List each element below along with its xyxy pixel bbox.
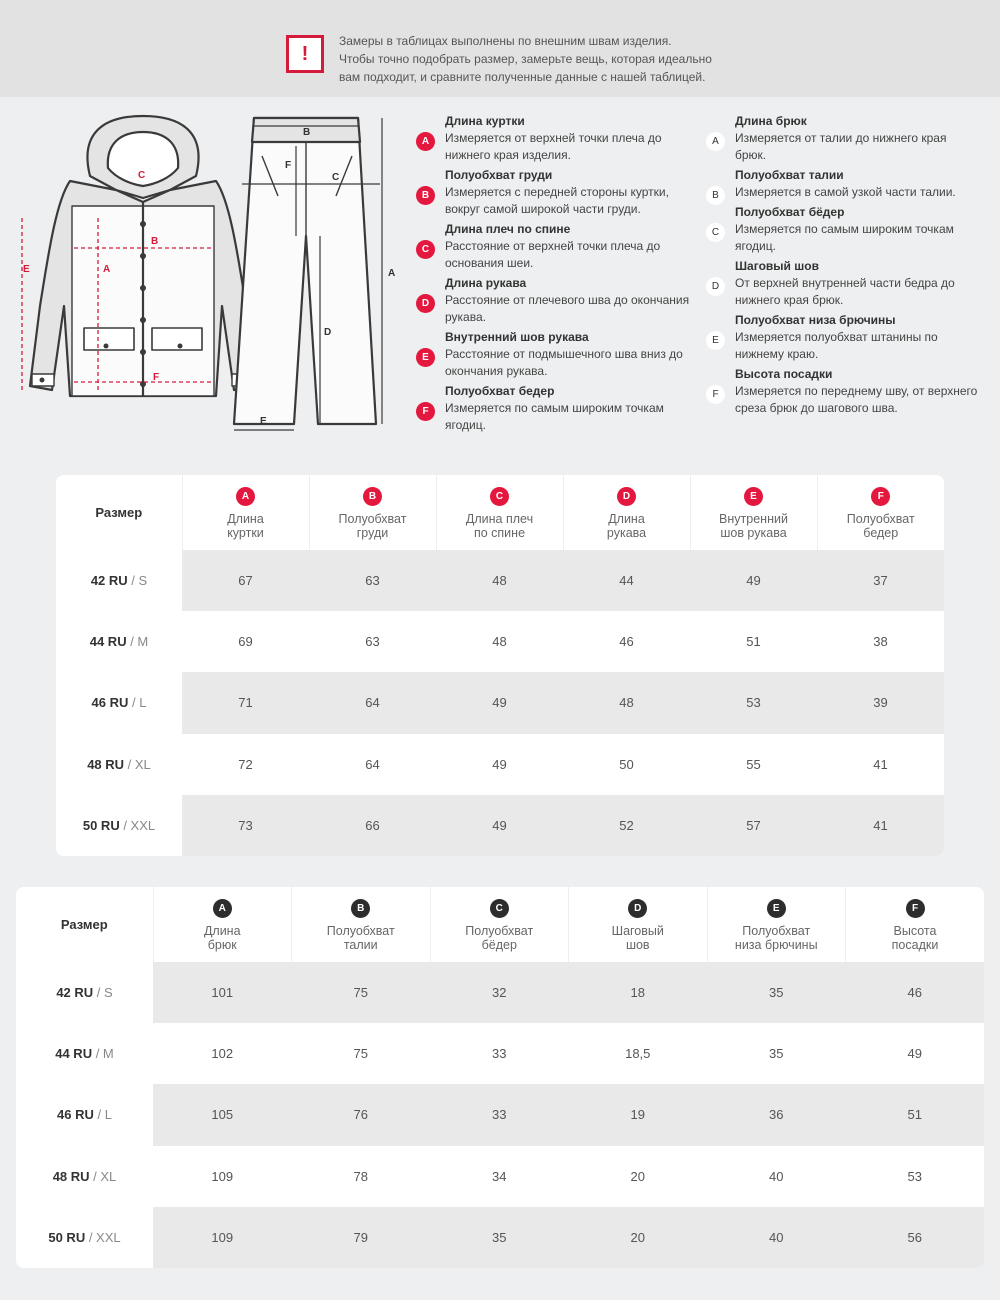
table-cell: 34 — [492, 1168, 507, 1184]
size-ru: 50 RU — [48, 1229, 86, 1245]
size-ru: 42 RU — [56, 985, 94, 1001]
legend-desc: Измеряется полуобхват штанины по — [735, 330, 938, 344]
legend-title: Высота посадки — [735, 367, 833, 381]
column-label: Шаговый — [611, 923, 664, 938]
pants-outline — [234, 118, 376, 424]
table-cell: 63 — [365, 634, 380, 650]
legend-item — [416, 383, 706, 434]
table-cell: 48 — [436, 550, 563, 611]
column-header — [690, 475, 817, 550]
table-cell: 20 — [630, 1168, 645, 1184]
size-cell — [16, 1023, 153, 1084]
legend-badge: B — [416, 186, 435, 205]
table-row — [16, 1207, 984, 1268]
legend-desc: рукава. — [445, 310, 486, 324]
table-cell: 101 — [153, 962, 292, 1023]
legend-badge: D — [416, 294, 435, 313]
table-cell: 48 — [563, 672, 690, 733]
legend-title: Внутренний шов рукава — [445, 330, 589, 344]
column-label: бедер — [863, 525, 899, 540]
column-header — [707, 887, 846, 962]
table-cell: 33 — [430, 1084, 569, 1145]
table-cell: 44 — [563, 550, 690, 611]
column-badge: A — [213, 899, 232, 918]
legend-desc: Расстояние от подмышечного шва вниз до — [445, 347, 683, 361]
legend-desc: окончания рукава. — [445, 364, 548, 378]
legend-badge: D — [706, 277, 725, 296]
legend-pants — [706, 113, 996, 420]
size-intl: / M — [92, 1046, 114, 1062]
column-badge: F — [871, 487, 890, 506]
column-header — [153, 887, 292, 962]
column-header — [563, 475, 690, 550]
jacket-size-table — [56, 475, 944, 856]
table-cell: 79 — [292, 1207, 431, 1268]
column-label: груди — [356, 525, 389, 540]
column-header — [292, 887, 431, 962]
legend-title: Полуобхват груди — [445, 168, 553, 182]
notice-line: Чтобы точно подобрать размер, замерьте вещь, которая идеально — [339, 52, 712, 66]
legend-desc: нижнего края изделия. — [445, 148, 571, 162]
table-cell: 49 — [690, 550, 817, 611]
table-cell: 76 — [292, 1084, 431, 1145]
table-cell: 37 — [817, 550, 944, 611]
pants-size-table — [16, 887, 984, 1268]
legend-badge: B — [706, 186, 725, 205]
column-label: рукава — [606, 525, 647, 540]
legend-title: Длина плеч по спине — [445, 222, 571, 236]
size-header: Размер — [95, 505, 143, 520]
size-ru: 46 RU — [57, 1107, 94, 1123]
table-row — [16, 1023, 984, 1084]
svg-text:C: C — [332, 172, 340, 183]
legend-desc: Измеряется от талии до нижнего края — [735, 131, 947, 145]
table-cell: 18 — [569, 962, 708, 1023]
table-cell: 73 — [182, 795, 309, 856]
notice-line: вам подходит, и сравните полученные данные с нашей таблицей. — [339, 70, 706, 84]
table-cell: 63 — [309, 550, 436, 611]
column-header — [846, 887, 985, 962]
svg-text:B: B — [303, 127, 311, 138]
table-cell: 109 — [211, 1168, 234, 1184]
table-cell: 18,5 — [625, 1046, 651, 1062]
svg-text:F: F — [153, 372, 160, 383]
column-header — [436, 475, 563, 550]
size-intl: / XL — [124, 756, 151, 772]
legend-desc: Измеряется по переднему шву, от верхнего — [735, 384, 978, 398]
column-label: по спине — [473, 525, 526, 540]
column-label: брюк — [207, 937, 237, 952]
legend-item — [416, 329, 706, 380]
table-cell: 53 — [690, 672, 817, 733]
legend-badge: F — [416, 402, 435, 421]
size-ru: 50 RU — [82, 817, 120, 833]
column-header — [817, 475, 944, 550]
legend-badge: C — [706, 223, 725, 242]
column-badge: E — [744, 487, 763, 506]
size-ru: 48 RU — [87, 756, 125, 772]
table-cell: 49 — [492, 756, 507, 772]
table-cell: 38 — [873, 634, 888, 650]
table-cell: 102 — [211, 1046, 234, 1062]
table-cell: 72 — [238, 756, 253, 772]
table-cell: 75 — [353, 1046, 368, 1062]
legend-item — [416, 221, 706, 272]
size-cell — [56, 550, 182, 611]
table-cell: 71 — [182, 672, 309, 733]
table-cell: 52 — [563, 795, 690, 856]
table-cell: 40 — [769, 1168, 784, 1184]
legend-title: Длина куртки — [445, 114, 525, 128]
notice-line: Замеры в таблицах выполнены по внешним швам изделия. — [339, 34, 672, 48]
table-cell: 19 — [569, 1084, 708, 1145]
size-cell — [16, 962, 153, 1023]
table-cell: 51 — [846, 1084, 985, 1145]
legend-desc: нижнего края брюк. — [735, 293, 844, 307]
size-intl: / S — [127, 573, 148, 589]
column-label: Полуобхват — [465, 923, 534, 938]
svg-text:A: A — [388, 268, 396, 279]
table-cell: 35 — [769, 1046, 784, 1062]
column-label: шов рукава — [720, 525, 787, 540]
table-cell: 39 — [817, 672, 944, 733]
legend-desc: Расстояние от плечевого шва до окончания — [445, 293, 690, 307]
notice-text — [339, 32, 759, 86]
table-cell: 46 — [619, 634, 634, 650]
column-header — [182, 475, 309, 550]
svg-text:C: C — [138, 170, 146, 181]
column-badge: C — [490, 899, 509, 918]
svg-text:E: E — [23, 264, 30, 275]
column-label: низа брючины — [734, 937, 818, 952]
column-header — [569, 887, 708, 962]
column-label: Длина — [203, 923, 241, 938]
size-intl: / L — [93, 1107, 112, 1123]
column-badge: D — [628, 899, 647, 918]
column-label: бёдер — [481, 937, 517, 952]
garment-measurement-diagram — [10, 106, 405, 441]
legend-desc: Расстояние от верхней точки плеча до — [445, 239, 661, 253]
warning-icon: ! — [286, 35, 324, 73]
table-cell: 51 — [746, 634, 761, 650]
table-cell: 32 — [430, 962, 569, 1023]
svg-text:A: A — [103, 264, 111, 275]
column-label: куртки — [227, 525, 264, 540]
legend-desc: среза брюк до шагового шва. — [735, 401, 898, 415]
table-cell: 49 — [907, 1046, 922, 1062]
size-intl: / L — [128, 695, 147, 711]
table-cell: 53 — [907, 1168, 922, 1184]
column-label: Длина — [608, 511, 645, 526]
table-cell: 35 — [707, 962, 846, 1023]
table-header-row — [16, 887, 984, 962]
table-row — [56, 550, 944, 611]
table-cell: 64 — [309, 672, 436, 733]
table-cell: 78 — [353, 1168, 368, 1184]
column-badge: C — [490, 487, 509, 506]
legend-desc: брюк. — [735, 148, 767, 162]
table-cell: 41 — [873, 756, 888, 772]
table-row — [16, 1146, 984, 1207]
legend-jacket — [416, 113, 706, 437]
size-intl: / XXL — [85, 1229, 121, 1245]
legend-item — [706, 312, 996, 363]
legend-item — [706, 204, 996, 255]
table-cell: 49 — [436, 795, 563, 856]
table-row — [16, 1084, 984, 1145]
legend-title: Полуобхват талии — [735, 168, 844, 182]
column-badge: A — [236, 487, 255, 506]
column-badge: D — [617, 487, 636, 506]
legend-item — [416, 113, 706, 164]
legend-desc: вокруг самой широкой части груди. — [445, 202, 641, 216]
svg-text:F: F — [285, 160, 292, 171]
notice-banner — [0, 0, 1000, 97]
legend-badge: A — [706, 132, 725, 151]
column-badge: E — [767, 899, 786, 918]
svg-text:B: B — [151, 236, 159, 247]
size-intl: / S — [93, 985, 113, 1001]
legend-badge: F — [706, 385, 725, 404]
table-row — [56, 795, 944, 856]
table-cell: 20 — [569, 1207, 708, 1268]
legend-desc: нижнему краю. — [735, 347, 819, 361]
size-intl: / XXL — [119, 817, 156, 833]
column-label: Внутренний — [719, 511, 788, 526]
legend-desc: От верхней внутренней части бедра до — [735, 276, 955, 290]
legend-badge: A — [416, 132, 435, 151]
table-cell: 33 — [492, 1046, 507, 1062]
table-cell: 55 — [746, 756, 761, 772]
table-cell: 49 — [436, 672, 563, 733]
table-cell: 36 — [707, 1084, 846, 1145]
column-badge: B — [363, 487, 382, 506]
legend-item — [706, 113, 996, 164]
table-cell: 69 — [238, 634, 253, 650]
legend-title: Длина рукава — [445, 276, 527, 290]
legend-desc: Измеряется в самой узкой части талии. — [735, 185, 956, 199]
legend-item — [706, 258, 996, 309]
legend-item — [706, 366, 996, 417]
table-cell: 67 — [182, 550, 309, 611]
table-cell: 57 — [690, 795, 817, 856]
size-ru: 42 RU — [90, 573, 128, 589]
table-header-row — [56, 475, 944, 550]
legend-title: Полуобхват низа брючины — [735, 313, 896, 327]
legend-badge: E — [416, 348, 435, 367]
size-ru: 44 RU — [55, 1046, 93, 1062]
size-ru: 44 RU — [89, 634, 127, 650]
column-label: Высота — [893, 923, 937, 938]
size-ru: 48 RU — [52, 1168, 90, 1184]
legend-desc: ягодиц. — [445, 418, 486, 432]
column-label: Полуобхват — [338, 511, 407, 526]
size-cell — [56, 611, 182, 672]
table-cell: 48 — [492, 634, 507, 650]
column-header — [309, 475, 436, 550]
table-cell: 109 — [153, 1207, 292, 1268]
table-cell: 40 — [707, 1207, 846, 1268]
column-label: шов — [625, 937, 650, 952]
column-label: посадки — [891, 937, 939, 952]
table-cell: 46 — [846, 962, 985, 1023]
size-cell — [16, 1084, 153, 1145]
legend-item — [416, 275, 706, 326]
size-cell — [56, 734, 182, 795]
legend-item — [706, 167, 996, 201]
legend-desc: ягодиц. — [735, 239, 776, 253]
legend-desc: Измеряется с передней стороны куртки, — [445, 185, 669, 199]
table-cell: 64 — [365, 756, 380, 772]
size-cell — [56, 672, 182, 733]
column-label: Длина — [227, 511, 264, 526]
size-cell — [16, 1146, 153, 1207]
size-cell — [16, 1207, 153, 1268]
size-header: Размер — [60, 917, 108, 932]
legend-desc: Измеряется от верхней точки плеча до — [445, 131, 662, 145]
svg-text:D: D — [324, 327, 332, 338]
column-label: Полуобхват — [742, 923, 811, 938]
size-intl: / M — [126, 634, 149, 650]
table-cell: 56 — [846, 1207, 985, 1268]
column-label: Полуобхват — [846, 511, 915, 526]
size-cell — [56, 795, 182, 856]
table-cell: 105 — [153, 1084, 292, 1145]
legend-desc: Измеряется по самым широким точкам — [735, 222, 954, 236]
column-label: талии — [343, 937, 378, 952]
size-intl: / XL — [89, 1168, 117, 1184]
table-cell: 66 — [309, 795, 436, 856]
legend-badge: C — [416, 240, 435, 259]
table-cell: 50 — [619, 756, 634, 772]
table-row — [56, 734, 944, 795]
legend-title: Шаговый шов — [735, 259, 819, 273]
column-label: Длина плеч — [465, 511, 534, 526]
legend-title: Полуобхват бедер — [445, 384, 555, 398]
table-cell: 35 — [430, 1207, 569, 1268]
table-cell: 75 — [292, 962, 431, 1023]
legend-desc: Измеряется по самым широким точкам — [445, 401, 664, 415]
table-row — [56, 611, 944, 672]
column-label: Полуобхват — [326, 923, 395, 938]
column-header — [430, 887, 569, 962]
size-ru: 46 RU — [91, 695, 129, 711]
legend-desc: основания шеи. — [445, 256, 534, 270]
svg-text:E: E — [260, 416, 267, 427]
column-badge: F — [906, 899, 925, 918]
legend-title: Длина брюк — [735, 114, 807, 128]
legend-badge: E — [706, 331, 725, 350]
table-cell: 41 — [817, 795, 944, 856]
legend-item — [416, 167, 706, 218]
legend-title: Полуобхват бёдер — [735, 205, 845, 219]
table-row — [56, 672, 944, 733]
column-badge: B — [351, 899, 370, 918]
table-row — [16, 962, 984, 1023]
